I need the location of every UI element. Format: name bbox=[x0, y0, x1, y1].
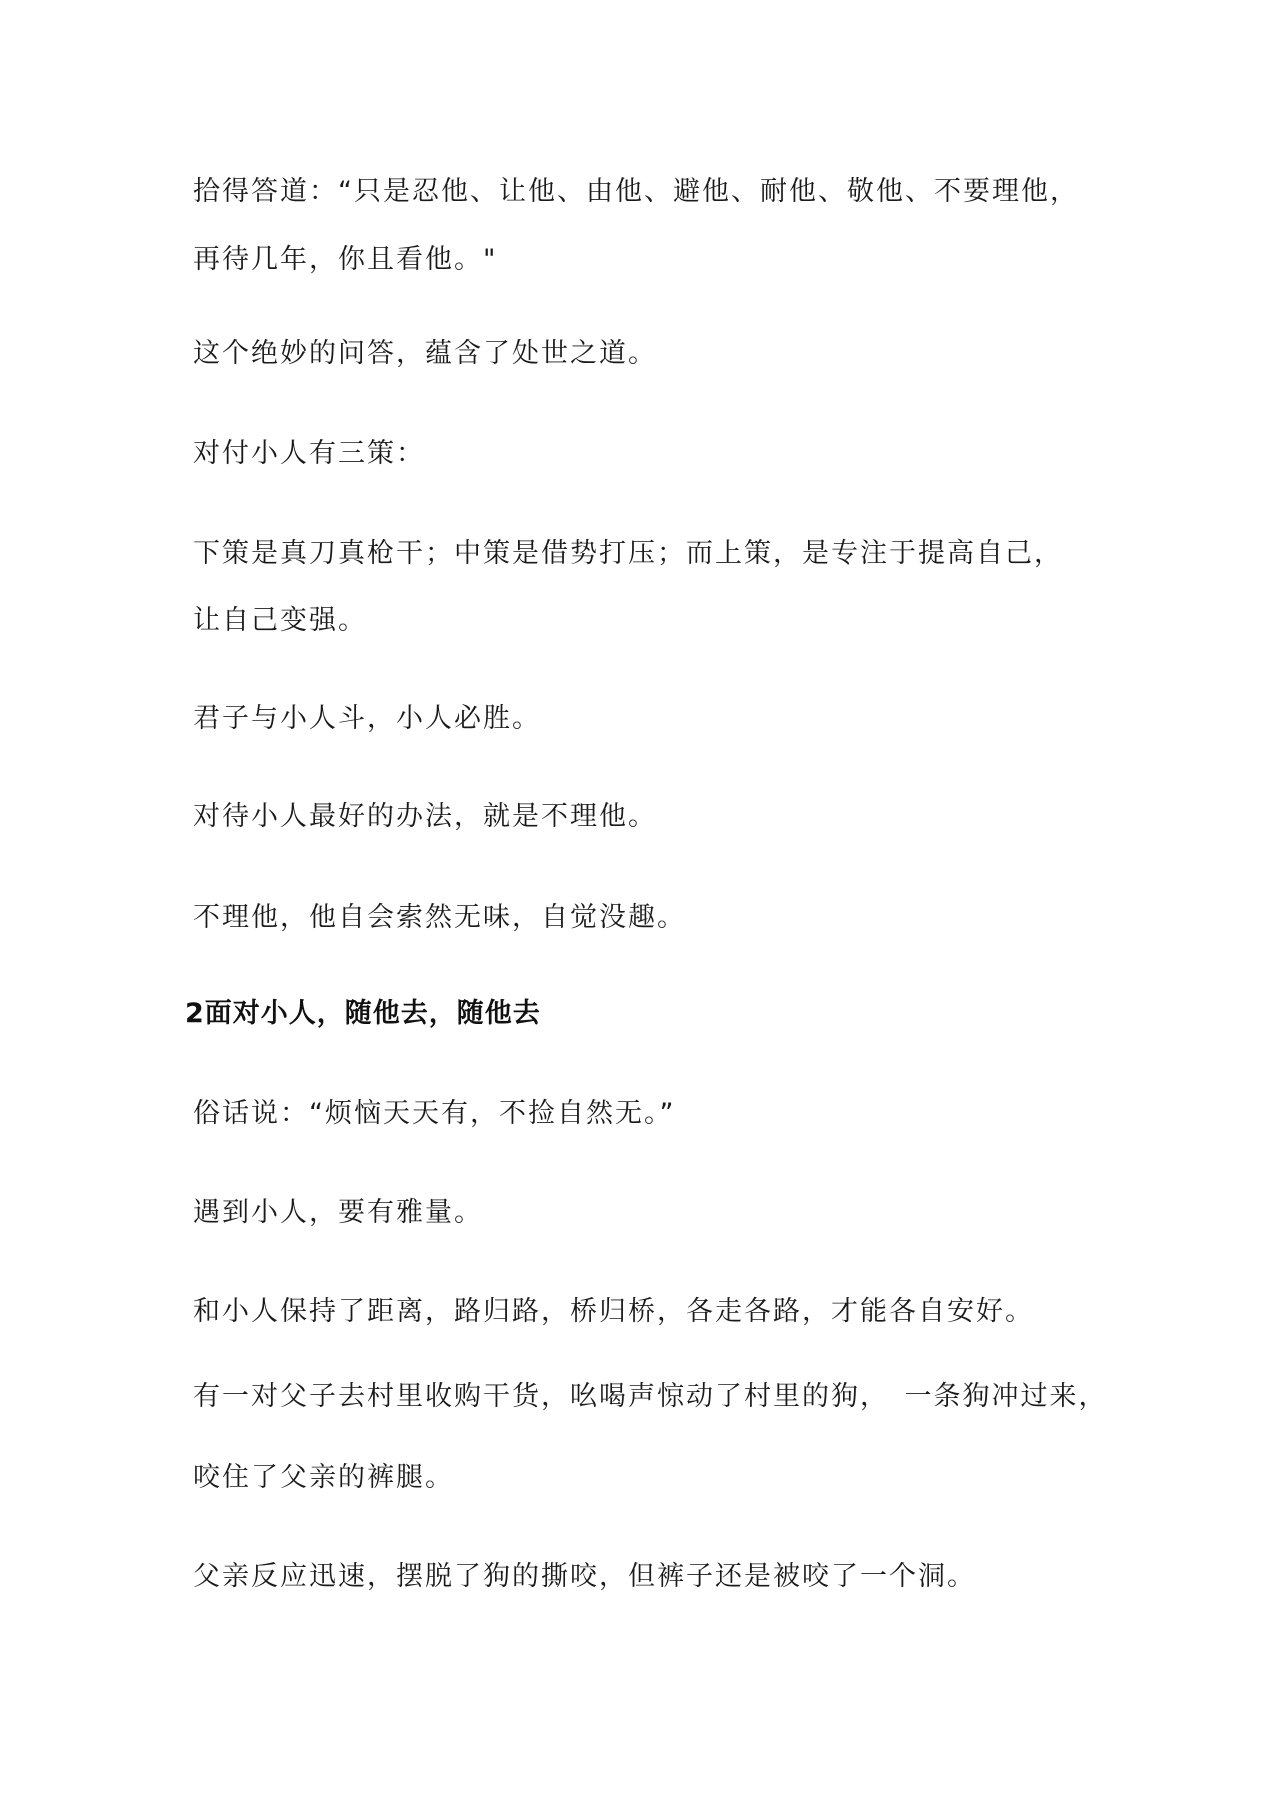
paragraph-line: 对付小人有三策： bbox=[193, 438, 425, 469]
paragraph-line: 拾得答道：“只是忍他、让他、由他、避他、耐他、敬他、不要理他， bbox=[193, 176, 1079, 207]
section-heading: 2面对小人，随他去，随他去 bbox=[185, 998, 541, 1029]
paragraph-line: 和小人保持了距离，路归路，桥归桥，各走各路，才能各自安好。 bbox=[193, 1296, 1034, 1327]
paragraph-line: 这个绝妙的问答，蕴含了处世之道。 bbox=[193, 338, 657, 369]
paragraph-line: 咬住了父亲的裤腿。 bbox=[193, 1462, 454, 1493]
paragraph-line: 俗话说：“烦恼天天有，不捡自然无。” bbox=[193, 1098, 676, 1129]
paragraph-line: 下策是真刀真枪干；中策是借势打压；而上策，是专注于提高自己， bbox=[193, 538, 1063, 569]
paragraph-line: 不理他，他自会索然无味，自觉没趣。 bbox=[193, 902, 686, 933]
paragraph-line: 有一对父子去村里收购干货，吆喝声惊动了村里的狗， 一条狗冲过来， bbox=[193, 1381, 1108, 1412]
paragraph-line: 对待小人最好的办法，就是不理他。 bbox=[193, 801, 657, 832]
paragraph-line: 父亲反应迅速，摆脱了狗的撕咬，但裤子还是被咬了一个洞。 bbox=[193, 1561, 976, 1592]
paragraph-line: 让自己变强。 bbox=[193, 605, 367, 636]
paragraph-line: 君子与小人斗，小人必胜。 bbox=[193, 703, 541, 734]
paragraph-line: 再待几年，你且看他。" bbox=[193, 244, 498, 275]
paragraph-line: 遇到小人，要有雅量。 bbox=[193, 1197, 483, 1228]
